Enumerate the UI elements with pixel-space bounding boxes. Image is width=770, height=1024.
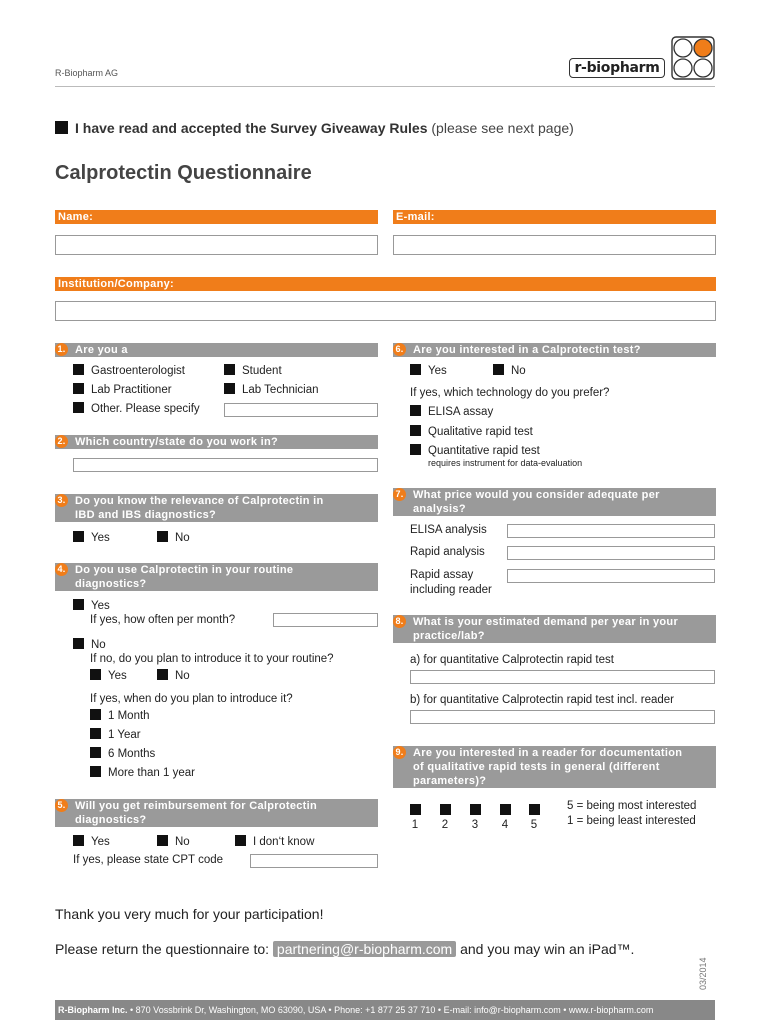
q4-when-label: If yes, when do you plan to introduce it? (90, 693, 293, 705)
q8-a-label: a) for quantitative Calprotectin rapid test (410, 654, 614, 666)
q8-heading: 8. What is your estimated demand per year in your practice/lab? (393, 615, 716, 643)
q4-yes[interactable]: Yes (73, 599, 110, 612)
q7-rapid-label: Rapid analysis (410, 546, 485, 558)
q7-rapid-assay-field[interactable] (507, 569, 715, 583)
q7-rapid-assay-label: Rapid assay (410, 569, 474, 581)
q7-elisa-label: ELISA analysis (410, 524, 487, 536)
checkbox[interactable] (73, 835, 84, 846)
checkbox[interactable] (90, 669, 101, 680)
q4-plan-no[interactable]: No (157, 669, 190, 682)
q1-option[interactable]: Gastroenterologist (73, 364, 185, 377)
q6-yes[interactable]: Yes (410, 364, 447, 377)
checkbox[interactable] (410, 405, 421, 416)
q9-heading: 9. Are you interested in a reader for documentation of qualitative rapid tests in general (different parameters)? (393, 746, 716, 788)
return-post: and you may win an iPad™. (460, 941, 635, 957)
name-label: Name: (55, 210, 378, 224)
q7-heading: 7. What price would you consider adequate per analysis? (393, 488, 716, 516)
q9-rating-5[interactable]: 5 (527, 801, 541, 831)
q4-when-option[interactable]: More than 1 year (90, 766, 195, 779)
q2-heading: 2. Which country/state do you work in? (55, 435, 378, 449)
q4-how-often-label: If yes, how often per month? (90, 614, 236, 626)
checkbox[interactable] (73, 599, 84, 610)
q8-b-field[interactable] (410, 710, 715, 724)
institution-label: Institution/Company: (55, 277, 716, 291)
rules-text: I have read and accepted the Survey Giveaway Rules (75, 120, 428, 136)
footer-company: R-Biopharm Inc. (58, 1005, 128, 1015)
q4-plan-label: If no, do you plan to introduce it to your routine? (90, 653, 334, 665)
header-divider (55, 86, 715, 87)
logo-mark-icon (671, 36, 715, 80)
q6-number: 6. (393, 343, 406, 356)
q4-when-option[interactable]: 1 Year (90, 728, 141, 741)
q5-heading: 5. Will you get reimbursement for Calprotectin diagnostics? (55, 799, 378, 827)
q9-rating-scale (408, 801, 558, 831)
q6-heading: 6. Are you interested in a Calprotectin test? (393, 343, 716, 357)
q8-a-field[interactable] (410, 670, 715, 684)
q5-cpt-label: If yes, please state CPT code (73, 854, 224, 866)
checkbox[interactable] (224, 383, 235, 394)
q9-number: 9. (393, 746, 406, 759)
rules-note: (please see next page) (431, 120, 574, 136)
q4-number: 4. (55, 563, 68, 576)
checkbox[interactable] (410, 364, 421, 375)
q8-b-label: b) for quantitative Calprotectin rapid test incl. reader (410, 694, 674, 706)
q9-rating-1[interactable]: 1 (408, 801, 422, 831)
footer-bar (55, 1000, 715, 1020)
checkbox[interactable] (73, 531, 84, 542)
q6-option[interactable]: ELISA assay (410, 405, 493, 418)
checkbox[interactable] (410, 804, 421, 815)
rules-checkbox[interactable] (55, 121, 68, 134)
checkbox[interactable] (440, 804, 451, 815)
checkbox[interactable] (73, 638, 84, 649)
return-pre: Please return the questionnaire to: (55, 941, 270, 957)
checkbox[interactable] (410, 444, 421, 455)
checkbox[interactable] (157, 835, 168, 846)
checkbox[interactable] (90, 709, 101, 720)
q7-number: 7. (393, 488, 406, 501)
q9-legend-bottom: 1 = being least interested (567, 815, 696, 827)
q6-option[interactable]: Quantitative rapid test (410, 444, 540, 457)
email-label: E-mail: (393, 210, 716, 224)
r-biopharm-logo (567, 36, 717, 80)
q7-elisa-field[interactable] (507, 524, 715, 538)
q6-no[interactable]: No (493, 364, 526, 377)
rules-checkbox-row[interactable] (55, 120, 574, 136)
q5-cpt-field[interactable] (250, 854, 378, 868)
checkbox[interactable] (90, 728, 101, 739)
q6-tech-label: If yes, which technology do you prefer? (410, 387, 610, 399)
name-field[interactable] (55, 235, 378, 255)
q1-option[interactable]: Lab Technician (224, 383, 319, 396)
q9-rating-4[interactable]: 4 (498, 801, 512, 831)
checkbox[interactable] (90, 766, 101, 777)
q6-option[interactable]: Qualitative rapid test (410, 425, 533, 438)
q5-yes[interactable]: Yes (73, 835, 110, 848)
logo-text: r-biopharm (569, 58, 665, 78)
q1-number: 1. (55, 343, 68, 356)
q3-no[interactable]: No (157, 531, 190, 544)
checkbox[interactable] (224, 364, 235, 375)
checkbox[interactable] (73, 364, 84, 375)
page-title: Calprotectin Questionnaire (55, 162, 312, 184)
form-date: 03/2014 (698, 957, 708, 990)
return-email[interactable]: partnering@r-biopharm.com (273, 941, 456, 957)
q4-heading: 4. Do you use Calprotectin in your routine diagnostics? (55, 563, 378, 591)
q1-option[interactable]: Other. Please specify (73, 402, 200, 415)
checkbox[interactable] (470, 804, 481, 815)
q1-option[interactable]: Student (224, 364, 282, 377)
q9-rating-3[interactable]: 3 (468, 801, 482, 831)
q3-number: 3. (55, 494, 68, 507)
q4-plan-yes[interactable]: Yes (90, 669, 127, 682)
q3-yes[interactable]: Yes (73, 531, 110, 544)
institution-field[interactable] (55, 301, 716, 321)
q4-no[interactable]: No (73, 638, 106, 651)
checkbox[interactable] (73, 402, 84, 413)
checkbox[interactable] (73, 383, 84, 394)
checkbox[interactable] (90, 747, 101, 758)
q7-rapid-assay-label-2: including reader (410, 584, 492, 596)
checkbox[interactable] (235, 835, 246, 846)
q2-number: 2. (55, 435, 68, 448)
q9-rating-2[interactable]: 2 (438, 801, 452, 831)
q1-other-field[interactable] (224, 403, 378, 417)
q2-country-field[interactable] (73, 458, 378, 472)
checkbox[interactable] (500, 804, 511, 815)
checkbox[interactable] (157, 669, 168, 680)
thanks-text: Thank you very much for your participation! (55, 906, 324, 922)
checkbox[interactable] (493, 364, 504, 375)
q5-number: 5. (55, 799, 68, 812)
q1-heading: 1. Are you a (55, 343, 378, 357)
q5-no[interactable]: No (157, 835, 190, 848)
footer-contact: • 870 Vossbrink Dr, Washington, MO 63090, USA • Phone: +1 877 25 37 710 • E-mail: info@r-biopharm.com • www.r-biopharm.com (127, 1005, 654, 1015)
return-line (55, 941, 634, 957)
q4-how-often-field[interactable] (273, 613, 378, 627)
q7-rapid-field[interactable] (507, 546, 715, 560)
checkbox[interactable] (410, 425, 421, 436)
checkbox[interactable] (529, 804, 540, 815)
q4-when-option[interactable]: 6 Months (90, 747, 155, 760)
q4-when-option[interactable]: 1 Month (90, 709, 150, 722)
checkbox[interactable] (157, 531, 168, 542)
q6-note: requires instrument for data-evaluation (428, 458, 583, 468)
q3-heading: 3. Do you know the relevance of Calprotectin in IBD and IBS diagnostics? (55, 494, 378, 522)
q1-option[interactable]: Lab Practitioner (73, 383, 172, 396)
email-field[interactable] (393, 235, 716, 255)
q9-legend-top: 5 = being most interested (567, 800, 697, 812)
q5-dont-know[interactable]: I don‘t know (235, 835, 314, 848)
company-name: R-Biopharm AG (55, 68, 119, 78)
q8-number: 8. (393, 615, 406, 628)
